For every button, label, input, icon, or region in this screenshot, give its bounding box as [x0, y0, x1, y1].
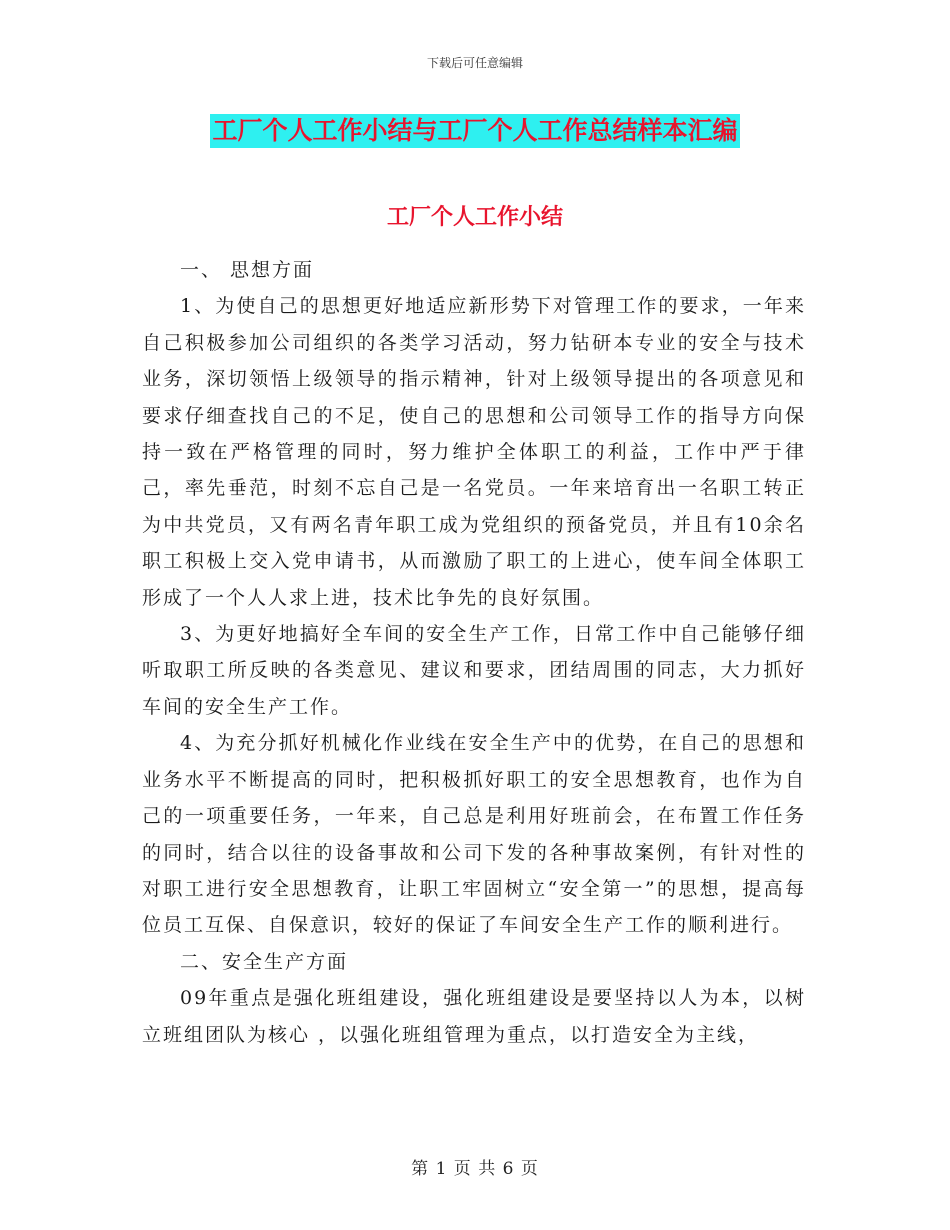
paragraph-4: 4、为充分抓好机械化作业线在安全生产中的优势，在自己的思想和业务水平不断提高的同时，把积极抓好职工的安全思想教育，也作为自己的一项重要任务，一年来，自己总是利用好班前会，在布置工作任务的同时，结合以往的设备事故和公司下发的各种事故案例，有针对性的对职工进行安全思想教育，让职工牢固树立“安全第一”的思想，提高每位员工互保、自保意识，较好的保证了车间安全生产工作的顺利进行。 — [142, 732, 806, 937]
document-title-text: 工厂个人工作小结与工厂个人工作总结样本汇编 — [210, 114, 739, 148]
paragraph-heading-ideology: 一、 思想方面 — [180, 259, 315, 281]
page-footer: 第 1 页 共 6 页 — [411, 1159, 539, 1179]
section-title: 工厂个人工作小结 — [386, 205, 563, 230]
paragraph-09: 09年重点是强化班组建设，强化班组建设是要坚持以人为本，以树立班组团队为核心 ，以强化班组管理为重点，以打造安全为主线， — [142, 987, 806, 1046]
document-title — [0, 114, 950, 148]
header-note: 下载后可任意编辑 — [426, 56, 523, 70]
document-body — [142, 252, 806, 1053]
paragraph-1: 1、为使自己的思想更好地适应新形势下对管理工作的要求，一年来自己积极参加公司组织的各类学习活动，努力钻研本专业的安全与技术业务，深切领悟上级领导的指示精神，针对上级领导提出的各项意见和要求仔细查找自己的不足，使自己的思想和公司领导工作的指导方向保持一致在严格管理的同时，努力维护全体职工的利益，工作中严于律己，率先垂范，时刻不忘自己是一名党员。一年来培育出一名职工转正为中共党员，又有两名青年职工成为党组织的预备党员，并且有10余名职工积极上交入党申请书，从而激励了职工的上进心，使车间全体职工形成了一个人人求上进，技术比争先的良好氛围。 — [142, 295, 806, 609]
paragraph-3: 3、为更好地搞好全车间的安全生产工作，日常工作中自己能够仔细听取职工所反映的各类意见、建议和要求，团结周围的同志，大力抓好车间的安全生产工作。 — [142, 623, 806, 718]
paragraph-heading-safety: 二、安全生产方面 — [180, 950, 349, 973]
